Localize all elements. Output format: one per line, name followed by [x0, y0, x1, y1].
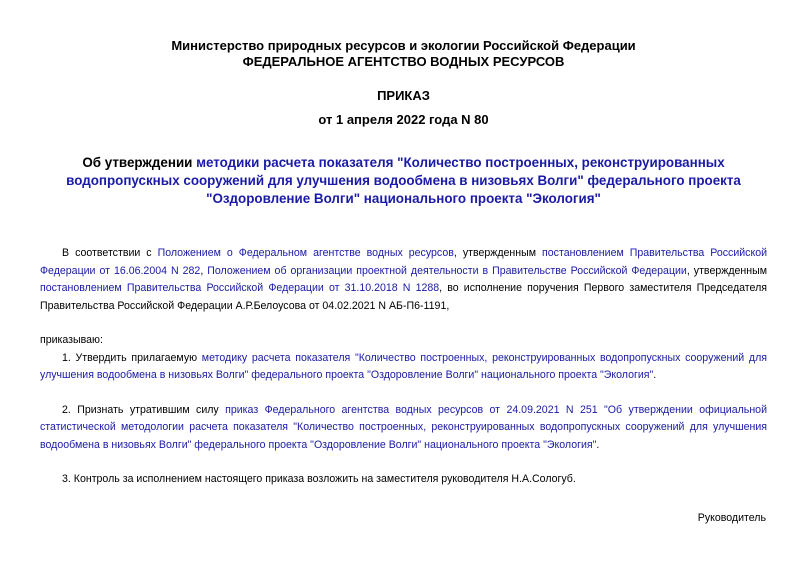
title-prefix: Об утверждении: [82, 155, 197, 170]
agency-regulation-link[interactable]: Положением о Федеральном агентстве водных ресурсов: [157, 247, 454, 259]
resolution-1288-link[interactable]: постановлением Правительства Российской Федерации от 31.10.2018 N 1288: [40, 282, 440, 294]
resolution-282-link[interactable]: постановлением Правительства Российской Федерации от 16.06.2004 N 282: [40, 247, 768, 277]
item-2-end: .: [596, 438, 600, 451]
ministry-name: Министерство природных ресурсов и экологии Российской Федерации: [171, 38, 636, 53]
preamble-text-1: В соответствии с: [62, 247, 158, 259]
document-body: [40, 245, 767, 489]
signature-title: Руководитель: [697, 512, 766, 524]
project-activity-regulation-link[interactable]: Положением об организации проектной деятельности в Правительстве Российской Федерации: [207, 264, 687, 277]
item-3-paragraph: 3. Контроль за исполнением настоящего приказа возложить на заместителя руководителя Н.А.Сологуб.: [62, 473, 576, 485]
preamble-text-3: ,: [200, 264, 208, 277]
item-1-end: .: [653, 369, 657, 381]
item-1-paragraph: [40, 350, 767, 385]
item-1-text: 1. Утвердить прилагаемую: [62, 351, 202, 364]
item-2-text: 2. Признать утратившим силу: [62, 403, 226, 416]
item-2-order-251-link[interactable]: приказ Федерального агентства водных ресурсов от 24.09.2021 N 251 "Об утверждении официальной статистической методологии расчета показателя "Количество построенных, реконструированных водопропускных сооружений для улучшения водообмена в низовьях Волги" федерального проекта "Оздоровление Волги" национального проекта "Экология": [40, 403, 767, 451]
agency-name: ФЕДЕРАЛЬНОЕ АГЕНТСТВО ВОДНЫХ РЕСУРСОВ: [242, 54, 565, 69]
item-1-methodology-link[interactable]: методику расчета показателя "Количество построенных, реконструированных водопропускных сооружений для улучшения водообмена в низовьях Волги" федерального проекта "Оздоровление Волги" национального проекта "Экология": [40, 351, 767, 381]
preamble-paragraph: [40, 245, 767, 315]
item-2-paragraph: [40, 402, 767, 455]
preamble-text-4: , утвержденным: [686, 264, 767, 277]
title-methodology-link[interactable]: методики расчета показателя "Количество построенных, реконструированных водопропускных сооружений для улучшения водообмена в низовьях Волги" федерального проекта "Оздоровление Волги" национального проекта "Экология": [66, 155, 741, 206]
preamble-text-2: , утвержденным: [453, 247, 543, 259]
preamble-text-5: , во исполнение поручения Первого заместителя Председателя Правительства Российской Федерации А.Р.Белоусова от 04.02.2021 N АБ-П6-1191,: [40, 282, 767, 312]
document-date-number: от 1 апреля 2022 года N 80: [318, 112, 489, 127]
order-word: приказываю:: [40, 334, 103, 346]
document-type: ПРИКАЗ: [377, 88, 430, 103]
document-title: [40, 154, 767, 208]
